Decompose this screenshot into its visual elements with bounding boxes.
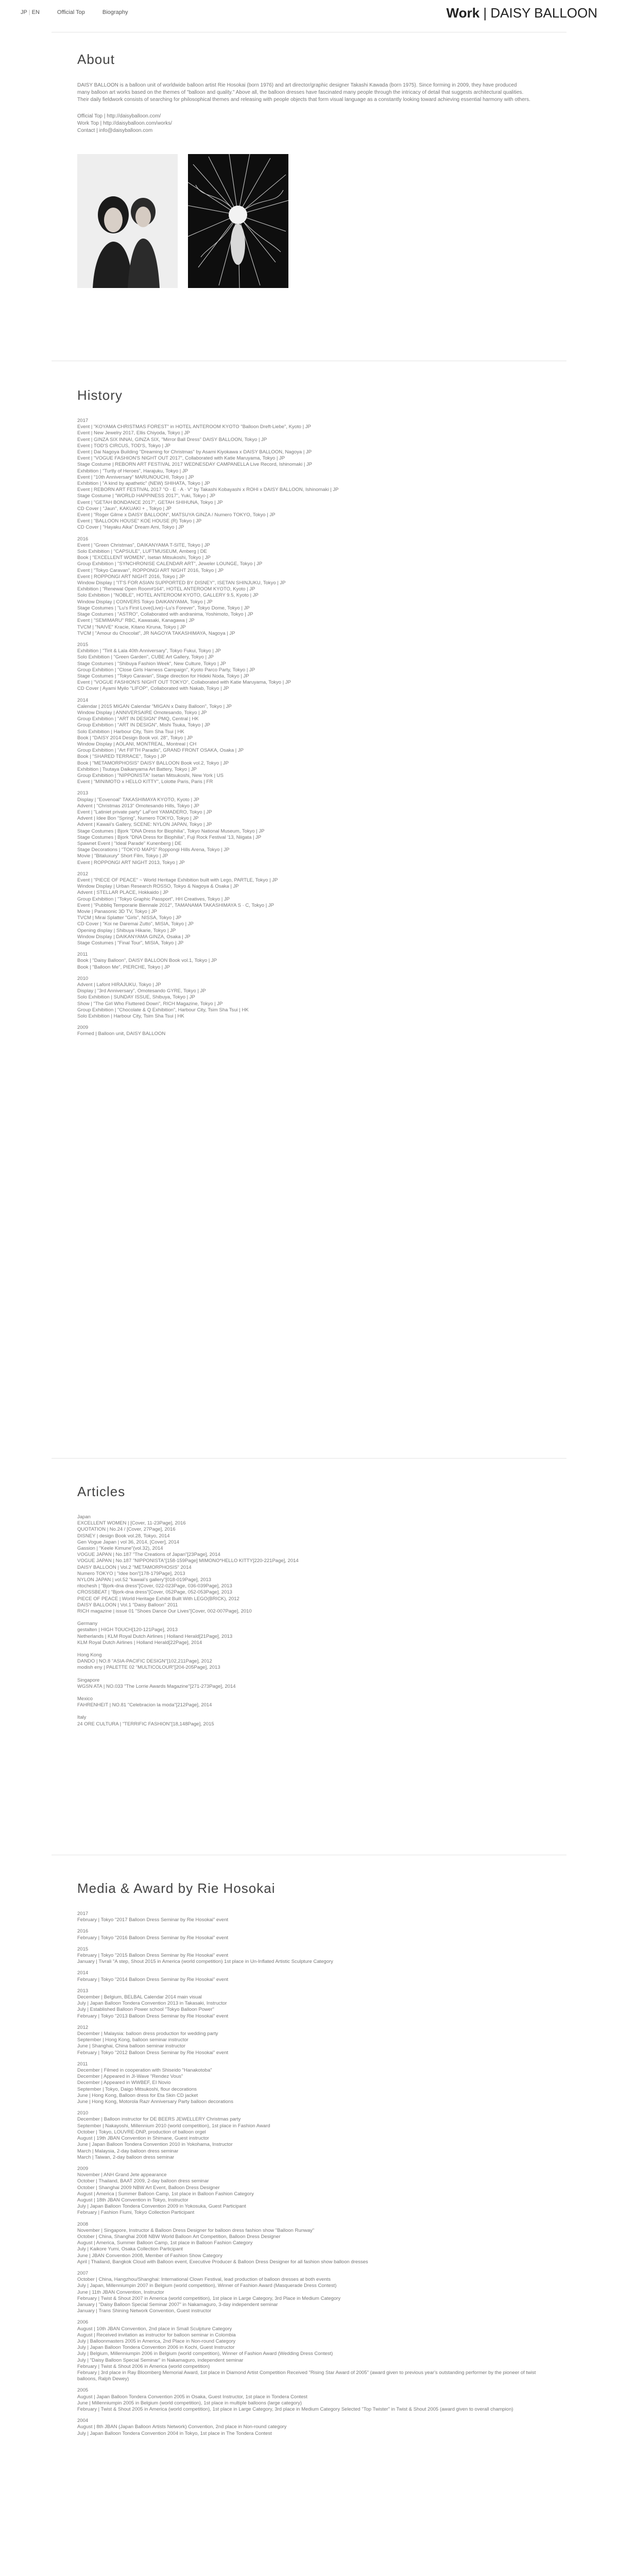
history-entry: Solo Exhibition | SUNDAY ISSUE, Shibuya, Tokyo | JP bbox=[77, 994, 195, 1001]
award-entry: December | Balloon instructor for DE BEERS JEWELLERY Christmas party bbox=[77, 2116, 241, 2123]
award-entry: February | Tokyo "2017 Balloon Dress Seminar by Rie Hosokai" event bbox=[77, 1917, 229, 1923]
history-entry: Movie | Panasonic 3D TV, Tokyo | JP bbox=[77, 909, 157, 915]
history-entry: Stage Costumes | "Final Tour", MISIA, Tokyo | JP bbox=[77, 940, 184, 946]
award-entry: January | Tivrali "A step, Shout 2015 in America (world competition) 1st place in Un-Inflated Artistic Sculpture Category bbox=[77, 1959, 333, 1965]
top-nav bbox=[21, 9, 128, 15]
history-entry: Exhibition | Tsutaya Daikanyama Art Battery, Tokyo | JP bbox=[77, 766, 197, 772]
history-entry: Book | "Balloon Me", PIERCHE, Tokyo | JP bbox=[77, 964, 170, 970]
award-entry: November | Singapore, Instructor & Balloon Dress Designer for balloon dress fashion show "Balloon Runway" bbox=[77, 2227, 315, 2233]
history-entry: Formed | Balloon unit, DAISY BALLOON bbox=[77, 1031, 166, 1037]
history-entry: CD Cover | Ayami Myilo "LIFOP", Collaborated with Nakab, Tokyo | JP bbox=[77, 686, 229, 692]
history-entry: Event | "Green Christmas", DAIKANYAMA T-SITE, Tokyo | JP bbox=[77, 542, 210, 548]
award-entry: March | Malaysia, 2-day balloon dress seminar bbox=[77, 2148, 179, 2154]
brand-name: DAISY BALLOON bbox=[490, 5, 597, 21]
article-entry: DISNEY | design Book vol.28, Tokyo, 2014 bbox=[77, 1533, 170, 1539]
history-entry: Group Exhibition | "Chocolate & Q Exhibition", Harbour City, Tsim Sha Tsui | HK bbox=[77, 1007, 249, 1013]
history-entry: Window Display | Urban Research ROSSO, Tokyo & Nagoya & Osaka | JP bbox=[77, 884, 239, 890]
history-entry: Exhibition | "Renewal Open Room#164", HOTEL ANTEROOM KYOTO, Kyoto | JP bbox=[77, 586, 255, 592]
award-entry: June | 11th JBAN Convention, Instructor bbox=[77, 2289, 164, 2295]
history-entry: Group Exhibition | "Close Girls Harness Campaign", Kyoto Parco Party, Tokyo | JP bbox=[77, 667, 255, 673]
history-entry: Stage Costume | "WORLD HAPPINESS 2017", Yuki, Tokyo | JP bbox=[77, 493, 215, 499]
award-entry: June | Shanghai, China balloon seminar instructor bbox=[77, 2043, 186, 2049]
award-entry: August | America, Summer Balloon Camp, 1st place in Balloon Fashion Category bbox=[77, 2240, 253, 2246]
award-entry: October | Thailand, BAAT 2009, 2-day balloon dress seminar bbox=[77, 2178, 209, 2184]
history-year-label: 2013 bbox=[77, 790, 89, 796]
history-entry: Event | REBORN ART FESTIVAL 2017 "O · E · A · V" by Takashi Kobayashi x ROHI x DAISY BALLOON, Ishinomaki | JP bbox=[77, 487, 339, 493]
article-entry: NYLON JAPAN | vol.52 "kawaii's gallery"[018-019Page], 2013 bbox=[77, 1577, 212, 1583]
about-title: About bbox=[77, 52, 115, 67]
award-entry: June | JBAN Convention 2008, Member of Fashion Show Category bbox=[77, 2252, 222, 2259]
about-links bbox=[77, 113, 541, 134]
award-entry: October | China, Hangzhou/Shanghai: International Clown Festival, lead production of balloon dresses at both events bbox=[77, 2277, 331, 2283]
history-entry: Solo Exhibition | "Green Garden", CUBE Art Gallery, Tokyo | JP bbox=[77, 654, 214, 660]
article-entry: FAHRENHEIT | NO.81 "Celebracion la moda"[212Page], 2014 bbox=[77, 1702, 212, 1708]
history-entry: CD Cover | "Koi ne Daremai Zutto", MISIA, Tokyo | JP bbox=[77, 921, 194, 927]
history-entry: Stage Costumes | "Tokyo Caravan", Stage direction for Hideki Noda, Tokyo | JP bbox=[77, 673, 249, 679]
history-entry: Event | "MINIMOTO x HELLO KITTY", Lolotte Paris, Paris | FR bbox=[77, 779, 213, 785]
work-top-link[interactable]: Work Top | http://daisyballoon.com/works/ bbox=[77, 121, 172, 126]
history-entry: Event | ROPPONGI ART NIGHT 2013, Tokyo | JP bbox=[77, 859, 185, 866]
award-entry: July | Kaikore Yumi, Osaka Collection Participant bbox=[77, 2246, 183, 2252]
article-region-label: Singapore bbox=[77, 1677, 100, 1683]
award-year-label: 2011 bbox=[77, 2061, 88, 2067]
history-entry: Group Exhibition | "Art FIFTH Paradis", GRAND FRONT OSAKA, Osaka | JP bbox=[77, 748, 244, 754]
article-entry: modish eny | PALETTE 02 "MULTICOLOUR"[204-205Page], 2013 bbox=[77, 1665, 220, 1671]
about-section bbox=[77, 52, 541, 288]
lang-en-link[interactable]: EN bbox=[31, 9, 40, 15]
article-entry: VOGUE JAPAN | No.187 "The Creations of Japan"[23Page], 2014 bbox=[77, 1552, 220, 1558]
article-entry: WGSN ATA | NO.033 "The Lorrie Awards Magazine"[271-273Page], 2014 bbox=[77, 1683, 236, 1689]
nav-official-top[interactable]: Official Top bbox=[57, 9, 85, 15]
brand-prefix: Work bbox=[446, 5, 480, 21]
award-entry: June | Hong Kong, Motorola Razr Anniversary Party balloon decorations bbox=[77, 2099, 233, 2105]
article-entry: PIECE OF PEACE | World Heritage Exhibit Built With LEGO(BRICK), 2012 bbox=[77, 1596, 239, 1602]
history-title: History bbox=[77, 387, 123, 403]
award-entry: August | Japan Balloon Tondera Convention 2005 in Osaka, Guest Instructor, 1st place in Tondera Contest bbox=[77, 2394, 307, 2400]
history-entry: Advent | STELLAR PLACE, Hokkaido | JP bbox=[77, 890, 169, 896]
brand-logo[interactable] bbox=[447, 5, 597, 21]
article-region-label: Germany bbox=[77, 1621, 98, 1627]
award-entry: July | Japan, Millenniumpin 2007 in Belgium (world competition), Winner of Fashion Award (Masquerade Dress Contest) bbox=[77, 2283, 337, 2289]
award-entry: February | Tokyo "2013 Balloon Dress Seminar by Rie Hosokai" event bbox=[77, 2013, 229, 2019]
awards-list bbox=[77, 1911, 541, 2437]
history-entry: Book | "SHARED TERRACE", Tokyo | JP bbox=[77, 754, 166, 760]
history-entry: Window Display | DAIKANYAMA GINZA, Osaka | JP bbox=[77, 934, 191, 940]
history-year-label: 2009 bbox=[77, 1025, 89, 1031]
award-entry: July | Balloonmasters 2005 in America, 2nd Place in Non-round Category bbox=[77, 2338, 236, 2344]
award-entry: July | Belgium, Millenniumpin 2006 in Belgium (world competition), Winner of Fashion Award (Wedding Dress Contest) bbox=[77, 2351, 333, 2357]
about-photos bbox=[77, 154, 541, 288]
history-entry: Group Exhibition | "ART IN DESIGN", Mishi Tsuka, Tokyo | JP bbox=[77, 722, 211, 728]
history-entry: Event | "PIECE OF PEACE" ~ World Heritage Exhibition built with Lego, PARTLE, Tokyo | JP bbox=[77, 877, 278, 884]
award-entry: December | Belgium, BELBAL Calendar 2014 main visual bbox=[77, 1994, 202, 2001]
award-entry: August | 10th JBAN Convention, 2nd place in Small Sculpture Category bbox=[77, 2326, 232, 2332]
history-year-label: 2014 bbox=[77, 697, 89, 703]
history-entry: Stage Costumes | Bjork "DNA Dress for Biophilia", Fuji Rock Festival '13, Niigata | JP bbox=[77, 834, 262, 840]
award-entry: March | Taiwan, 2-day balloon dress seminar bbox=[77, 2154, 175, 2160]
award-entry: December | Appeared in JI-Wave "Rendez Vous" bbox=[77, 2074, 183, 2080]
history-entry: Spawnet Event | "Ideal Parade" Kunenberg | DE bbox=[77, 841, 182, 846]
history-entry: Stage Costume | REBORN ART FESTIVAL 2017 WEDNESDAY CAMPANELLA Live Record, Ishinomaki | JP bbox=[77, 462, 313, 468]
history-entry: Stage Costumes | "Lu's First Love(Live)~Lu's Forever", Tokyo Dome, Tokyo | JP bbox=[77, 605, 250, 611]
history-entry: Book | "METAMORPHOSIS" DAISY BALLOON Book vol.2, Tokyo | JP bbox=[77, 760, 229, 766]
history-entry: Book | "EXCELLENT WOMEN", Isetan Mitsukoshi, Tokyo | JP bbox=[77, 555, 211, 561]
history-entry: Window Display | ANNIVERSAIRE Omotesando, Tokyo | JP bbox=[77, 709, 207, 716]
award-entry: February | Twist & Shout 2006 in America (world competition) bbox=[77, 2363, 210, 2369]
award-entry: February | Tokyo "2012 Balloon Dress Seminar by Rie Hosokai" event bbox=[77, 2049, 229, 2056]
awards-title: Media & Award by Rie Hosokai bbox=[77, 1880, 276, 1896]
balloon-artwork-photo bbox=[188, 154, 288, 288]
history-entry: Advent | Kawaii's Gallery, SCENE: NYLON JAPAN, Tokyo | JP bbox=[77, 822, 212, 828]
history-entry: Solo Exhibition | "NOBLE", HOTEL ANTEROOM KYOTO, GALLERY 9.5, Kyoto | JP bbox=[77, 592, 259, 599]
award-year-label: 2013 bbox=[77, 1988, 89, 1994]
award-entry: December | Filmed in cooperation with Shiseido "Hanakotoba" bbox=[77, 2067, 212, 2074]
history-entry: Window Display | CONVERS Tokyo DAIKANYAMA, Tokyo | JP bbox=[77, 599, 213, 605]
history-entry: Display | "3rd Anniversary", Omotesando GYRE, Tokyo | JP bbox=[77, 988, 206, 994]
article-region-label: Mexico bbox=[77, 1696, 93, 1702]
award-entry: August | America | Summer Balloon Camp, 1st place in Balloon Fashion Category bbox=[77, 2191, 254, 2197]
award-entry: February | Twist & Shout 2005 in America (world competition), 1st place in Large Category, 3rd place in Medium Category Selected "Top Twister" in Twist & Shout 2005 (award given to overall champion) bbox=[77, 2406, 513, 2413]
article-entry: KLM Royal Dutch Airlines | Holland Herald[22Page], 2014 bbox=[77, 1639, 202, 1646]
articles-section bbox=[77, 1484, 541, 1727]
history-entry: Window Display | "IT'S FOR ASIAN SUPPORTED BY DISNEY", ISETAN SHINJUKU, Tokyo | JP bbox=[77, 580, 286, 586]
history-entry: TVCM | "NAIVE" Kracie, Kitano Kiruna, Tokyo | JP bbox=[77, 624, 186, 630]
history-year-label: 2012 bbox=[77, 871, 89, 877]
award-year-label: 2017 bbox=[77, 1911, 89, 1917]
award-entry: July | Japan Balloon Tondera Convention 2013 in Takasaki, Instructor bbox=[77, 2001, 227, 2007]
award-entry: February | Tokyo "2016 Balloon Dress Seminar by Rie Hosokai" event bbox=[77, 1935, 229, 1941]
history-entry: Event | "10th Anniversary" MARUNOUCHI, Tokyo | JP bbox=[77, 474, 194, 480]
award-entry: June | Japan Balloon Tondera Convention 2010 in Yokohama, Instructor bbox=[77, 2142, 233, 2148]
award-entry: February | Tokyo "2015 Balloon Dress Seminar by Rie Hosokai" event bbox=[77, 1953, 229, 1959]
award-year-label: 2015 bbox=[77, 1946, 89, 1952]
history-entry: Solo Exhibition | "CAPSULE", LUFTMUSEUM, Amberg | DE bbox=[77, 549, 207, 555]
award-entry: January | "Daisy Balloon Special Seminar 2007" in Nakamaguro, 3-day independent seminar bbox=[77, 2301, 278, 2308]
award-entry: February | Twist & Shout 2007 in America (world competition), 1st place in Large Category, 3rd Place in Medium Category bbox=[77, 2295, 341, 2301]
award-entry: July | Japan Balloon Tondera Convention 2009 in Yokosuka, Guest Participant bbox=[77, 2204, 246, 2210]
award-entry: August | 8th JBAN (Japan Balloon Artists Network) Convention, 2nd place in Non-round category bbox=[77, 2424, 287, 2430]
award-year-label: 2004 bbox=[77, 2418, 89, 2424]
top-bar bbox=[0, 0, 618, 25]
history-entry: Event | "GETAH BONDANCE 2017", GETAH SHIHUNA, Tokyo | JP bbox=[77, 499, 223, 505]
award-entry: January | Trans Shining Network Convention, Guest instructor bbox=[77, 2308, 212, 2314]
award-entry: October | Shanghai 2009 NBW Art Event, Balloon Dress Designer bbox=[77, 2184, 220, 2191]
history-entry: Stage Decorations | "TOKYO MAPS" Roppongi Hills Arena, Tokyo | JP bbox=[77, 847, 230, 853]
article-entry: DAISY BALLOON | Vol.2 "METAMORPHOSIS" 2014 bbox=[77, 1564, 192, 1570]
award-entry: June | Hong Kong, Balloon dress for Eta Skin CD jacket bbox=[77, 2092, 198, 2098]
history-entry: Advent | Idee Bon "Spring", Numero TOKYO, Tokyo | JP bbox=[77, 816, 199, 822]
award-entry: September | Nakayoshi, Millennium 2010 (world competition), 1st place in Fashion Award bbox=[77, 2123, 270, 2129]
article-region-label: Italy bbox=[77, 1715, 87, 1721]
award-year-label: 2005 bbox=[77, 2387, 89, 2394]
award-year-label: 2008 bbox=[77, 2221, 89, 2227]
award-entry: August | 19th JBAN Convention in Shimane, Guest instructor bbox=[77, 2136, 209, 2142]
article-region-label: Japan bbox=[77, 1514, 91, 1520]
history-entry: Stage Costumes | "ASTRO", Collaborated with andranima, Yoshimoto, Tokyo | JP bbox=[77, 612, 253, 618]
award-entry: August | 18th JBAN Convention in Tokyo, Instructor bbox=[77, 2197, 188, 2203]
history-entry: Exhibition | "Tirit & Lala 40th Anniversary", Tokyo Fukui, Tokyo | JP bbox=[77, 648, 221, 654]
divider bbox=[52, 1458, 566, 1459]
article-entry: Gen Vogue Japan | vol 36, 2014, [Cover], 2014 bbox=[77, 1539, 179, 1545]
article-entry: CROSSBEAT | "Bjork-dna dress"[Cover, 052Page, 052-053Page], 2013 bbox=[77, 1589, 232, 1596]
history-entry: Group Exhibition | "Tokyo Graphic Passport", HH Creatives, Tokyo | JP bbox=[77, 896, 230, 902]
history-entry: Advent | Lafont HIRAJUKU, Tokyo | JP bbox=[77, 982, 161, 988]
award-entry: February | Fashion Fiumi, Tokyo Collection Participant bbox=[77, 2210, 195, 2216]
award-entry: November | ANH Grand Jete appearance bbox=[77, 2172, 167, 2178]
award-year-label: 2012 bbox=[77, 2024, 89, 2030]
award-entry: August | Received invitation as instructor for balloon seminar in Colombia bbox=[77, 2332, 236, 2338]
official-top-link[interactable]: Official Top | http://daisyballoon.com/ bbox=[77, 113, 161, 119]
history-entry: Group Exhibition | "SYNCHRONISE CALENDAR ART", Jeweler LOUNGE, Tokyo | JP bbox=[77, 561, 263, 567]
award-year-label: 2007 bbox=[77, 2270, 89, 2276]
history-list bbox=[77, 418, 541, 1038]
award-entry: September | Hong Kong, balloon seminar instructor bbox=[77, 2037, 188, 2043]
history-entry: Movie | "Bitaluxury" Short Film, Tokyo | JP bbox=[77, 853, 168, 859]
history-entry: Event | "VOGUE FASHION'S NIGHT OUT TOKYO", Collaborated with Katie Maruyama, Tokyo | JP bbox=[77, 680, 291, 686]
article-entry: Numero TOKYO | "Idee bon"[178-179Page], 2013 bbox=[77, 1570, 185, 1577]
award-entry: June | Millenniumpin 2005 in Belgium (world competition), 1st place in multiple balloons (large category) bbox=[77, 2400, 302, 2406]
award-entry: February | 3rd place in Ray Bloomberg Memorial Award, 1st place in Diamond Artist Competition Received "Rising Star Award of 2005" (award given to previous year's outstanding performer by the pioneer of twist balloons, Ralph Dewey) bbox=[77, 2370, 536, 2382]
award-year-label: 2006 bbox=[77, 2319, 89, 2326]
award-entry: April | Thailand, Bangkok Cloud with Balloon event, Executive Producer & Balloon Dress Designer for all fashion show balloon dresses bbox=[77, 2259, 368, 2265]
article-entry: RICH magazine | issue 01 "Shoes Dance Our Lives"[Cover, 002-007Page], 2010 bbox=[77, 1608, 252, 1615]
history-entry: Event | "Tokyo Caravan", ROPPONGI ART NIGHT 2016, Tokyo | JP bbox=[77, 567, 224, 573]
article-entry: DANDO | NO.8 "ASIA-PACIFIC DESIGN"[102,211Page], 2012 bbox=[77, 1658, 212, 1665]
award-entry: September | Tokyo, Daigo Mitsukoshi, flour decorations bbox=[77, 2086, 197, 2092]
history-entry: Event | "Pubbliq Temporarie Biennale 2012", TAMANAMA TAKASHIMAYA S · C, Tokyo | JP bbox=[77, 902, 274, 908]
history-year-label: 2017 bbox=[77, 418, 89, 423]
history-entry: Opening display | Shibuya Hikarie, Tokyo | JP bbox=[77, 927, 176, 934]
history-entry: Window Display | AOLANI, MONTREAL, Montreal | CH bbox=[77, 741, 197, 747]
history-year-label: 2011 bbox=[77, 952, 88, 958]
history-entry: Calendar | 2015 MIGAN Calendar "MIGAN x Daisy Balloon", Tokyo | JP bbox=[77, 703, 232, 709]
history-entry: CD Cover | "Jaun", KAKUAKI + , Tokyo | JP bbox=[77, 505, 171, 512]
article-entry: Netherlands | KLM Royal Dutch Airlines | Holland Herald[21Page], 2013 bbox=[77, 1633, 233, 1639]
award-entry: July | Japan Balloon Tondera Convention 2006 in Kochi, Guest Instructor bbox=[77, 2345, 235, 2351]
history-entry: Event | "Latiniet private party" LaFont YAMADERO, Tokyo | JP bbox=[77, 809, 212, 815]
history-entry: CD Cover | "Hayaku Aika" Dream Ami, Tokyo | JP bbox=[77, 524, 184, 531]
history-entry: Event | TOD'S CIRCUS, TOD'S, Tokyo | JP bbox=[77, 443, 170, 449]
history-entry: TVCM | "Amour du Chocolat", JR NAGOYA TAKASHIMAYA, Nagoya | JP bbox=[77, 630, 235, 636]
history-entry: Event | Dai Nagoya Building "Dreaming for Christmas" by Asami Kiyokawa x DAISY BALLOON, Nagoya | JP bbox=[77, 449, 312, 455]
history-year-label: 2016 bbox=[77, 536, 89, 542]
about-body: DAISY BALLOON is a balloon unit of worldwide balloon artist Rie Hosokai (born 1976) and art director/graphic designer Takashi Kawada (born 1975). Since forming in 2009, they have produced many balloon art works based on the themes of "balloon and quality." Above all, the balloon dresses have fascinated many people through the intricacy of detail that suggests architectural qualities. Their daily fieldwork consists of searching for philosophical themes and releasing with people objects that form visual language as a constantly looking toward achieving essential harmony with others. bbox=[77, 82, 530, 103]
contact-link[interactable]: Contact | info@daisyballoon.com bbox=[77, 128, 153, 133]
award-entry: December | Appeared in WWBEF, EI Novio bbox=[77, 2080, 171, 2086]
history-entry: Exhibition | "A kind by apathetic" (NEW) SHIHATA, Tokyo | JP bbox=[77, 481, 210, 487]
history-entry: Group Exhibition | "NIPPONISTA" Isetan Mitsukoshi, New York | US bbox=[77, 772, 224, 778]
history-entry: Event | GINZA SIX INNAI, GINZA SIX, "Mirror Ball Dress" DAISY BALLOON, Tokyo | JP bbox=[77, 436, 267, 443]
article-entry: QUOTATION | No.24 / [Cover, 27Page], 2016 bbox=[77, 1527, 176, 1533]
history-entry: Display | "Eovenoal" TAKASHIMAYA KYOTO, Kyoto | JP bbox=[77, 796, 199, 803]
articles-list bbox=[77, 1514, 541, 1727]
history-entry: Event | ROPPONGI ART NIGHT 2016, Tokyo | JP bbox=[77, 573, 185, 580]
brand-separator: | bbox=[483, 5, 487, 21]
articles-title: Articles bbox=[77, 1484, 126, 1499]
award-entry: July | Established Balloon Power school "Tokyo Balloon Power" bbox=[77, 2007, 214, 2013]
award-year-label: 2016 bbox=[77, 1928, 89, 1935]
history-entry: TVCM | Mirai Splatter "Girls", NISSA, Tokyo | JP bbox=[77, 915, 182, 921]
award-entry: October | China, Shanghai 2008 NBW World Balloon Art Competition, Balloon Dress Designer bbox=[77, 2233, 281, 2240]
history-entry: Exhibition | "Turtly of Heroes", Harajuku, Tokyo | JP bbox=[77, 468, 188, 474]
history-year-label: 2015 bbox=[77, 641, 89, 648]
award-year-label: 2010 bbox=[77, 2110, 89, 2116]
article-entry: Gassion | "Keele Kimune"(vol.32), 2014 bbox=[77, 1546, 163, 1552]
award-entry: February | Tokyo "2014 Balloon Dress Seminar by Rie Hosokai" event bbox=[77, 1976, 229, 1982]
history-entry: Event | "VOGUE FASHION'S NIGHT OUT 2017", Collaborated with Katie Maruyama, Tokyo | JP bbox=[77, 455, 285, 462]
article-entry: DAISY BALLOON | Vol.1 "Daisy Balloon" 2011 bbox=[77, 1602, 178, 1608]
history-entry: Book | "DAISY 2014 Design Book vol. 28", Tokyo | JP bbox=[77, 735, 193, 741]
award-entry: July | Japan Balloon Tondera Convention 2004 in Tokyo, 1st place in The Tondera Contest bbox=[77, 2430, 272, 2436]
history-entry: Group Exhibition | "ART IN DESIGN" PMQ, Central | HK bbox=[77, 716, 199, 722]
article-entry: 24 ORE CULTURA | "TERRIFIC FASHION"[18,148Page], 2015 bbox=[77, 1721, 214, 1727]
award-year-label: 2009 bbox=[77, 2165, 89, 2172]
history-entry: Advent | "Christmas 2013" Omotesando Hills, Tokyo | JP bbox=[77, 803, 199, 809]
article-entry: VOGUE JAPAN | No.187 "NIPPONISTA"[158-159Page] MIMONO*HELLO KITTY[220-221Page], 2014 bbox=[77, 1558, 299, 1564]
article-entry: EXCELLENT WOMEN | [Cover, 11-23Page], 2016 bbox=[77, 1520, 186, 1527]
award-entry: July | "Daisy Balloon Special Seminar" in Nakamaguro, independent seminar bbox=[77, 2357, 244, 2363]
article-region-label: Hong Kong bbox=[77, 1652, 102, 1658]
nav-biography[interactable]: Biography bbox=[102, 9, 128, 15]
history-year-label: 2010 bbox=[77, 975, 89, 981]
awards-section bbox=[77, 1880, 541, 2437]
history-entry: Event | "SEMIMARU" RBC, Kawasaki, Kanagawa | JP bbox=[77, 618, 195, 624]
history-section bbox=[77, 387, 541, 1038]
lang-jp-link[interactable]: JP bbox=[21, 9, 27, 15]
history-entry: Stage Costumes | Bjork "DNA Dress for Biophilia", Tokyo National Museum, Tokyo | JP bbox=[77, 828, 265, 834]
award-entry: October | Tokyo, LOUVRE-DNP, production of balloon orgel bbox=[77, 2129, 206, 2135]
history-entry: Event | "Roger Gilme x DAISY BALLOON", MATSUYA GINZA / Numero TOKYO, Tokyo | JP bbox=[77, 512, 276, 518]
history-entry: Solo Exhibition | Harbour City, Tsim Sha Tsui | HK bbox=[77, 728, 184, 735]
article-entry: ritochesh | "Bjork-dna dress"[Cover, 022-023Page, 036-039Page], 2013 bbox=[77, 1583, 232, 1589]
history-entry: Show | "The Girl Who Fluttered Down", RICH Magazine, Tokyo | JP bbox=[77, 1001, 223, 1007]
award-entry: December | Malaysia: balloon dress production for wedding party bbox=[77, 2031, 218, 2037]
award-year-label: 2014 bbox=[77, 1970, 89, 1976]
history-entry: Event | New Jewelry 2017, Ellis Chiyoda, Tokyo | JP bbox=[77, 430, 190, 436]
history-entry: Solo Exhibition | Harbour City, Tsim Sha Tsui | HK bbox=[77, 1013, 184, 1020]
portrait-photo bbox=[77, 154, 178, 288]
article-entry: gestalten | HIGH TOUCH[120-121Page], 2013 bbox=[77, 1627, 178, 1633]
history-entry: Event | "KOYAMA CHRISTMAS FOREST" in HOTEL ANTEROOM KYOTO "Balloon Dreft-Liebe", Kyoto | JP bbox=[77, 424, 311, 430]
history-entry: Book | "Daisy Balloon", DAISY BALLOON Book vol.1, Tokyo | JP bbox=[77, 958, 217, 964]
lang-separator: | bbox=[28, 9, 30, 15]
history-entry: Stage Costumes | "Shibuya Fashion Week", New Culture, Tokyo | JP bbox=[77, 660, 226, 667]
language-switch bbox=[21, 9, 40, 15]
history-entry: Event | "BALLOON HOUSE" KOE HOUSE (R) Tokyo | JP bbox=[77, 518, 202, 524]
